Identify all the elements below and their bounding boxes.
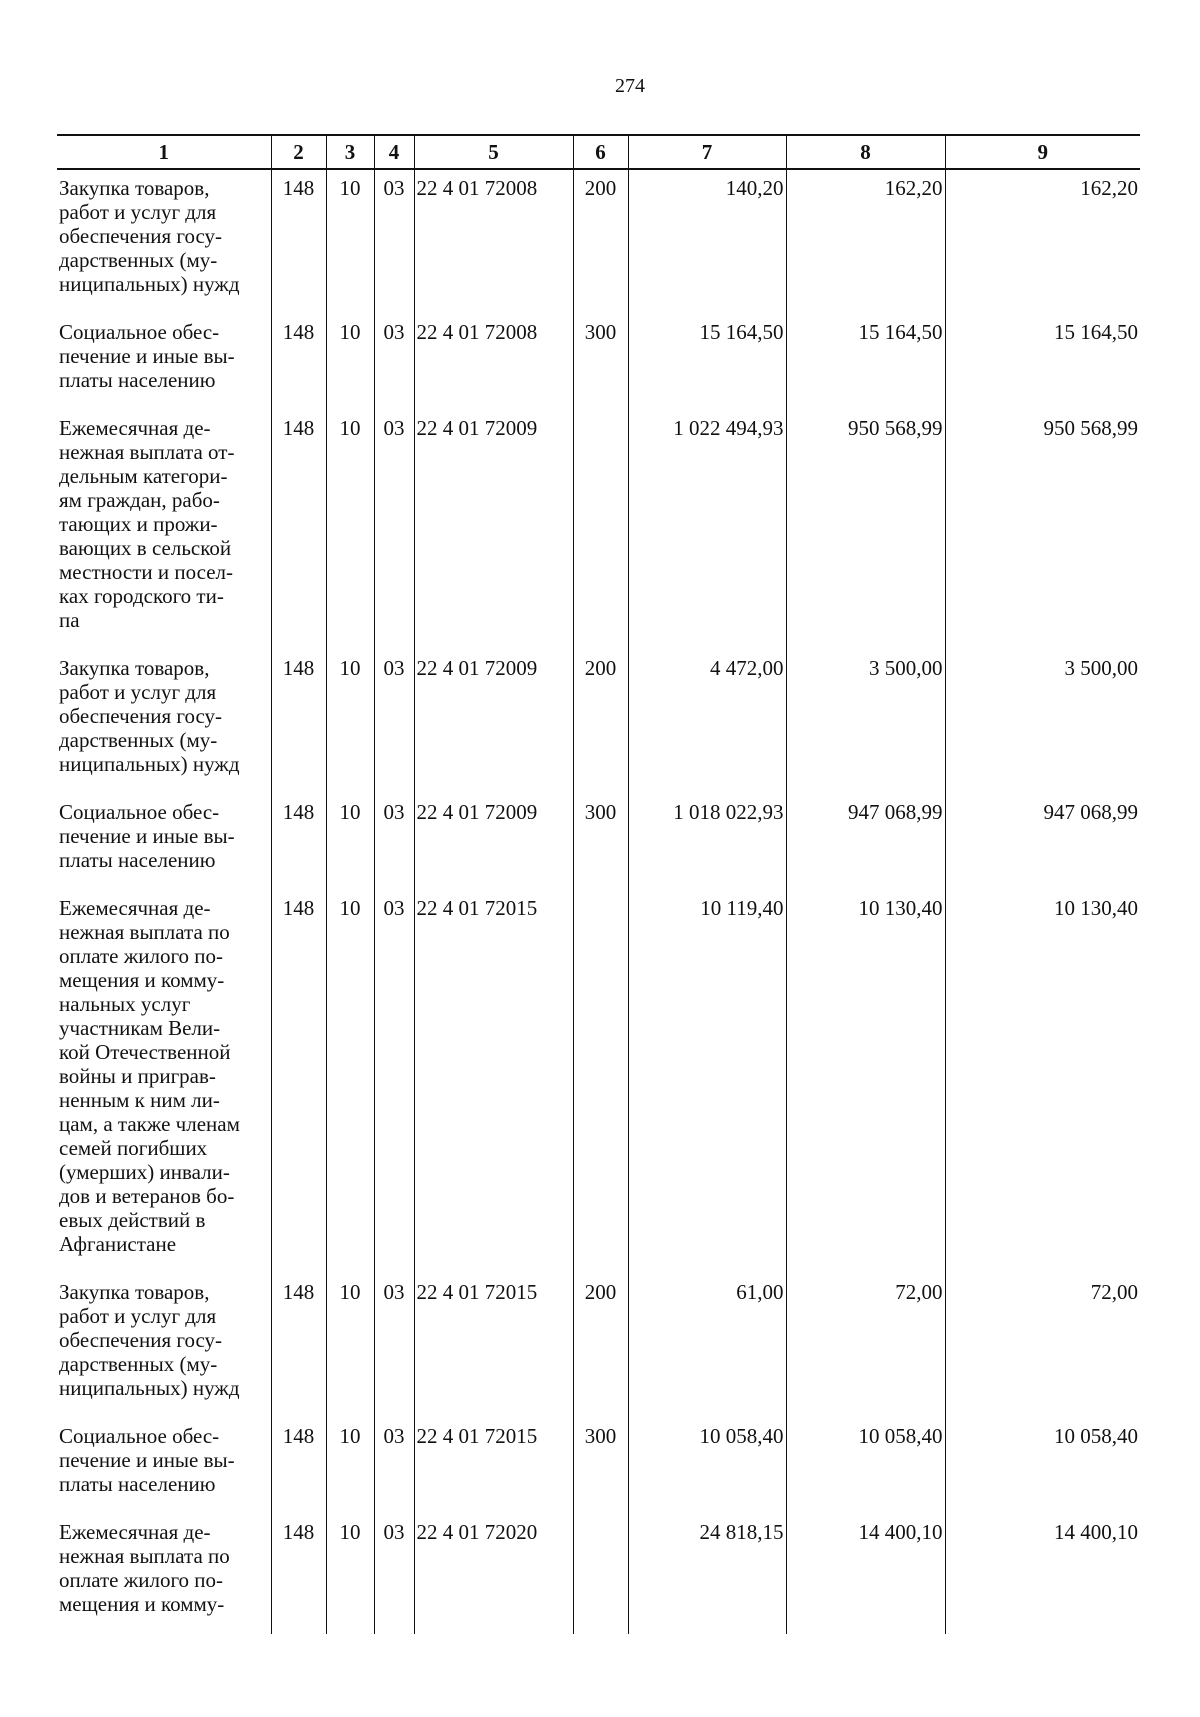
column-header: 1 xyxy=(57,135,271,169)
cell-subsection: 03 xyxy=(374,410,414,650)
row-name: Социальное обес- печение и иные вы- платы населению xyxy=(57,314,271,410)
cell-section: 10 xyxy=(326,410,374,650)
cell-expense-type: 300 xyxy=(573,314,628,410)
cell-target-code: 22 4 01 72009 xyxy=(414,650,573,794)
cell-amount-7: 10 119,40 xyxy=(628,890,786,1274)
cell-subsection: 03 xyxy=(374,890,414,1274)
cell-amount-8: 947 068,99 xyxy=(786,794,945,890)
cell-amount-8: 72,00 xyxy=(786,1274,945,1418)
cell-target-code: 22 4 01 72015 xyxy=(414,890,573,1274)
column-header: 3 xyxy=(326,135,374,169)
row-name: Социальное обес- печение и иные вы- платы населению xyxy=(57,1418,271,1514)
cell-amount-9: 3 500,00 xyxy=(945,650,1140,794)
cell-amount-9: 10 058,40 xyxy=(945,1418,1140,1514)
row-name: Ежемесячная де- нежная выплата по оплате жилого по- мещения и комму- xyxy=(57,1514,271,1634)
cell-department: 148 xyxy=(271,1274,326,1418)
cell-subsection: 03 xyxy=(374,314,414,410)
table-row xyxy=(57,169,1140,314)
budget-table xyxy=(57,134,1140,1634)
table-row xyxy=(57,650,1140,794)
cell-expense-type xyxy=(573,410,628,650)
cell-expense-type xyxy=(573,890,628,1274)
cell-department: 148 xyxy=(271,1514,326,1634)
table-row xyxy=(57,410,1140,650)
cell-subsection: 03 xyxy=(374,169,414,314)
cell-target-code: 22 4 01 72020 xyxy=(414,1514,573,1634)
cell-subsection: 03 xyxy=(374,1418,414,1514)
cell-expense-type: 300 xyxy=(573,794,628,890)
cell-amount-7: 140,20 xyxy=(628,169,786,314)
cell-amount-8: 15 164,50 xyxy=(786,314,945,410)
column-header: 4 xyxy=(374,135,414,169)
cell-amount-7: 10 058,40 xyxy=(628,1418,786,1514)
cell-subsection: 03 xyxy=(374,1514,414,1634)
table-row xyxy=(57,1514,1140,1634)
cell-section: 10 xyxy=(326,169,374,314)
cell-department: 148 xyxy=(271,314,326,410)
cell-department: 148 xyxy=(271,410,326,650)
cell-amount-9: 15 164,50 xyxy=(945,314,1140,410)
cell-amount-9: 10 130,40 xyxy=(945,890,1140,1274)
cell-amount-8: 10 130,40 xyxy=(786,890,945,1274)
cell-department: 148 xyxy=(271,650,326,794)
column-header: 2 xyxy=(271,135,326,169)
cell-amount-7: 15 164,50 xyxy=(628,314,786,410)
column-header: 5 xyxy=(414,135,573,169)
cell-amount-9: 14 400,10 xyxy=(945,1514,1140,1634)
cell-target-code: 22 4 01 72009 xyxy=(414,794,573,890)
cell-amount-7: 4 472,00 xyxy=(628,650,786,794)
row-name: Закупка товаров, работ и услуг для обеспечения госу- дарственных (му- ниципальных) нужд xyxy=(57,1274,271,1418)
cell-section: 10 xyxy=(326,890,374,1274)
table-row xyxy=(57,1418,1140,1514)
column-header: 8 xyxy=(786,135,945,169)
cell-amount-8: 3 500,00 xyxy=(786,650,945,794)
cell-amount-8: 162,20 xyxy=(786,169,945,314)
cell-amount-9: 950 568,99 xyxy=(945,410,1140,650)
cell-target-code: 22 4 01 72015 xyxy=(414,1274,573,1418)
cell-department: 148 xyxy=(271,169,326,314)
cell-section: 10 xyxy=(326,1418,374,1514)
cell-amount-9: 72,00 xyxy=(945,1274,1140,1418)
cell-subsection: 03 xyxy=(374,794,414,890)
cell-expense-type: 200 xyxy=(573,169,628,314)
table-row xyxy=(57,1274,1140,1418)
cell-amount-7: 1 018 022,93 xyxy=(628,794,786,890)
cell-amount-7: 1 022 494,93 xyxy=(628,410,786,650)
cell-section: 10 xyxy=(326,1514,374,1634)
cell-target-code: 22 4 01 72008 xyxy=(414,169,573,314)
table-row xyxy=(57,794,1140,890)
cell-amount-8: 14 400,10 xyxy=(786,1514,945,1634)
cell-amount-9: 162,20 xyxy=(945,169,1140,314)
cell-department: 148 xyxy=(271,1418,326,1514)
row-name: Закупка товаров, работ и услуг для обеспечения госу- дарственных (му- ниципальных) нужд xyxy=(57,169,271,314)
cell-section: 10 xyxy=(326,650,374,794)
cell-expense-type xyxy=(573,1514,628,1634)
row-name: Ежемесячная де- нежная выплата по оплате жилого по- мещения и комму- нальных услуг участникам Вели- кой Отечественной войны и приграв- ненным к ним ли- цам, а также членам семей погибших (умерших) инвали- дов и ветеранов бо- евых действий в Афганистане xyxy=(57,890,271,1274)
cell-subsection: 03 xyxy=(374,1274,414,1418)
cell-expense-type: 300 xyxy=(573,1418,628,1514)
cell-amount-7: 61,00 xyxy=(628,1274,786,1418)
cell-amount-8: 10 058,40 xyxy=(786,1418,945,1514)
cell-target-code: 22 4 01 72015 xyxy=(414,1418,573,1514)
cell-amount-8: 950 568,99 xyxy=(786,410,945,650)
row-name: Ежемесячная де- нежная выплата от- дельным категори- ям граждан, рабо- тающих и прожи- вающих в сельской местности и посел- ках городского ти- па xyxy=(57,410,271,650)
cell-subsection: 03 xyxy=(374,650,414,794)
cell-section: 10 xyxy=(326,314,374,410)
cell-department: 148 xyxy=(271,794,326,890)
cell-section: 10 xyxy=(326,794,374,890)
table-row xyxy=(57,890,1140,1274)
column-header: 7 xyxy=(628,135,786,169)
cell-amount-7: 24 818,15 xyxy=(628,1514,786,1634)
cell-expense-type: 200 xyxy=(573,650,628,794)
row-name: Социальное обес- печение и иные вы- платы населению xyxy=(57,794,271,890)
column-header: 6 xyxy=(573,135,628,169)
column-header: 9 xyxy=(945,135,1140,169)
cell-target-code: 22 4 01 72008 xyxy=(414,314,573,410)
cell-department: 148 xyxy=(271,890,326,1274)
page-number: 274 xyxy=(615,75,645,97)
cell-amount-9: 947 068,99 xyxy=(945,794,1140,890)
cell-expense-type: 200 xyxy=(573,1274,628,1418)
cell-section: 10 xyxy=(326,1274,374,1418)
row-name: Закупка товаров, работ и услуг для обеспечения госу- дарственных (му- ниципальных) нужд xyxy=(57,650,271,794)
table-header-row xyxy=(57,135,1140,169)
cell-target-code: 22 4 01 72009 xyxy=(414,410,573,650)
table-row xyxy=(57,314,1140,410)
